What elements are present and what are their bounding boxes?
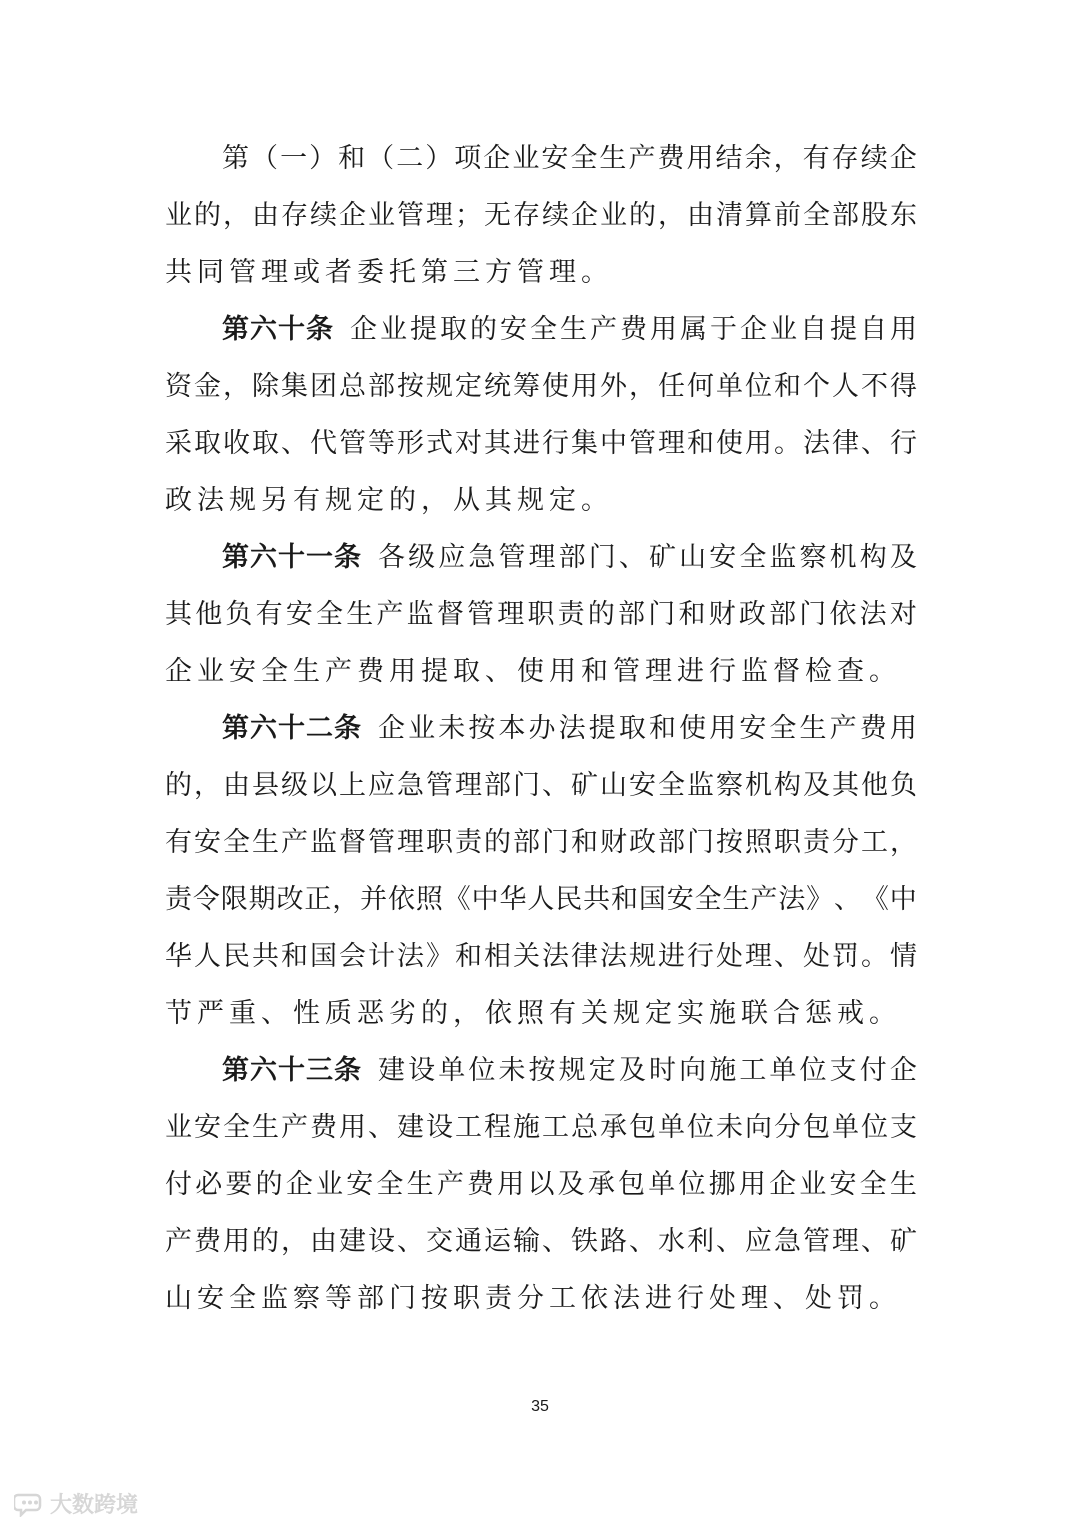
speech-bubble-logo-icon: [14, 1491, 44, 1517]
text-line: [165, 529, 917, 586]
text-line: [165, 985, 917, 1042]
watermark: [14, 1488, 138, 1519]
text-line: [165, 700, 917, 757]
text-line: [165, 1156, 917, 1213]
text-line: [165, 301, 917, 358]
text-line: [165, 187, 917, 244]
text-line: [165, 472, 917, 529]
line-text: 山安全监察等部门按职责分工依法进行处理、处罚。: [165, 1283, 901, 1314]
article-heading: 第六十一条: [222, 542, 362, 573]
line-text: 节严重、性质恶劣的，依照有关规定实施联合惩戒。: [165, 998, 901, 1029]
line-text: 政法规另有规定的，从其规定。: [165, 485, 613, 516]
text-line: [165, 415, 917, 472]
line-text: 产 费 用 的 ， 由 建 设 、 交 通 运 输 、 铁 路 、 水 利 、 应 急 管 理 、 矿: [165, 1226, 917, 1257]
line-text: 企 业 提 取 的 安 全 生 产 费 用 属 于 企 业 自 提 自 用: [350, 314, 917, 345]
line-text: 其 他 负 有 安 全 生 产 监 督 管 理 职 责 的 部 门 和 财 政 部 门 依 法 对: [165, 599, 917, 630]
line-text: 业 安 全 生 产 费 用 、 建 设 工 程 施 工 总 承 包 单 位 未 向 分 包 单 位 支: [165, 1112, 917, 1143]
text-line: [165, 814, 917, 871]
line-text: 有 安 全 生 产 监 督 管 理 职 责 的 部 门 和 财 政 部 门 按 照 职 责 分 工 ，: [165, 827, 917, 858]
line-text: 共同管理或者委托第三方管理。: [165, 257, 613, 288]
text-line: [165, 871, 917, 928]
text-line: [165, 358, 917, 415]
text-line: [165, 1270, 917, 1327]
text-line: [165, 130, 917, 187]
document-body: [165, 130, 917, 1327]
line-text: 资 金 ， 除 集 团 总 部 按 规 定 统 筹 使 用 外 ， 任 何 单 位 和 个 人 不 得: [165, 371, 917, 402]
text-line: [165, 757, 917, 814]
text-line: [165, 643, 917, 700]
text-line: [165, 1099, 917, 1156]
article-heading: 第六十二条: [222, 713, 362, 744]
line-text: 业 的 ， 由 存 续 企 业 管 理 ； 无 存 续 企 业 的 ， 由 清 算 前 全 部 股 东: [165, 200, 917, 231]
text-line: [165, 586, 917, 643]
line-text: 的 ， 由 县 级 以 上 应 急 管 理 部 门 、 矿 山 安 全 监 察 机 构 及 其 他 负: [165, 770, 917, 801]
line-text: 华 人 民 共 和 国 会 计 法 》 和 相 关 法 律 法 规 进 行 处 理 、 处 罚 。 情: [165, 941, 917, 972]
article-heading: 第六十三条: [222, 1055, 362, 1086]
line-text: 付 必 要 的 企 业 安 全 生 产 费 用 以 及 承 包 单 位 挪 用 企 业 安 全 生: [165, 1169, 917, 1200]
text-line: [165, 244, 917, 301]
line-text: 企 业 未 按 本 办 法 提 取 和 使 用 安 全 生 产 费 用: [378, 713, 917, 744]
text-line: [165, 1042, 917, 1099]
text-line: [165, 1213, 917, 1270]
line-text: 企业安全生产费用提取、使用和管理进行监督检查。: [165, 656, 901, 687]
line-text: 第 （ 一 ） 和 （ 二 ） 项 企 业 安 全 生 产 费 用 结 余 ， 有 存 续 企: [222, 143, 917, 174]
text-line: [165, 928, 917, 985]
page-number: 35: [531, 1398, 549, 1415]
line-text: 采 取 收 取 、 代 管 等 形 式 对 其 进 行 集 中 管 理 和 使 用 。 法 律 、 行: [165, 428, 917, 459]
watermark-text: 大数跨境: [50, 1493, 139, 1518]
line-text: 责 令 限 期 改 正 ， 并 依 照 《 中 华 人 民 共 和 国 安 全 生 产 法 》 、 《 中: [165, 884, 917, 915]
line-text: 建 设 单 位 未 按 规 定 及 时 向 施 工 单 位 支 付 企: [378, 1055, 917, 1086]
article-heading: 第六十条: [222, 314, 334, 345]
line-text: 各 级 应 急 管 理 部 门 、 矿 山 安 全 监 察 机 构 及: [378, 542, 917, 573]
